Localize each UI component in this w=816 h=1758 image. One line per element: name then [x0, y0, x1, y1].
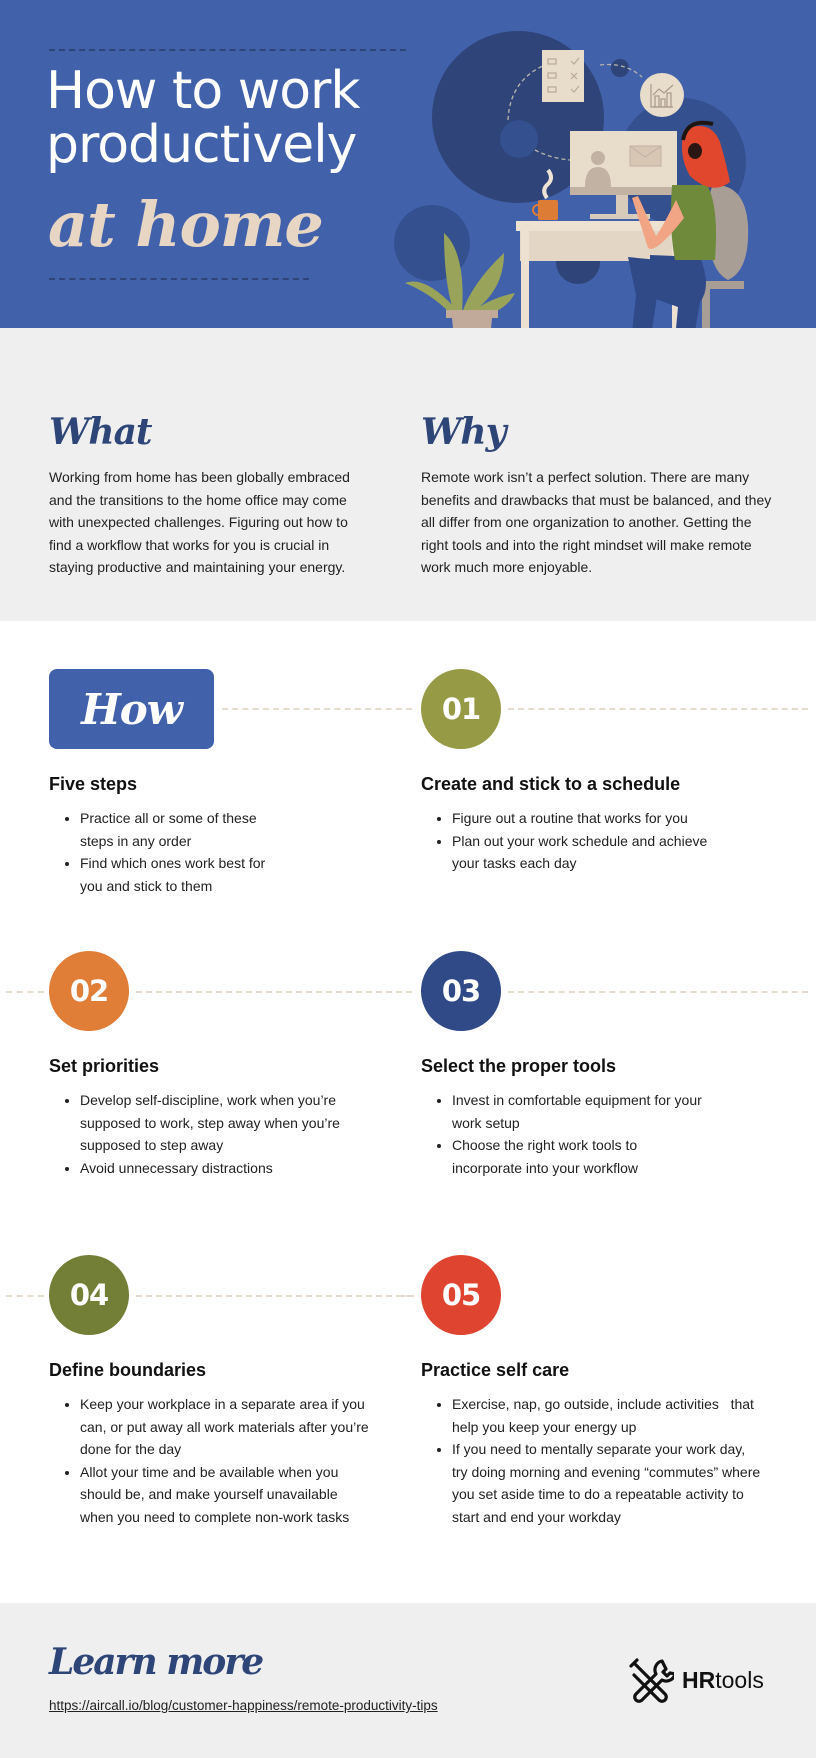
step-number-badge-02: 02 [49, 951, 129, 1031]
dashed-connector [6, 1295, 44, 1297]
title-line-2: productively [46, 115, 357, 175]
page-title [46, 61, 360, 175]
decorative-dashed-line [49, 278, 309, 280]
why-column [421, 412, 781, 579]
what-column [49, 412, 369, 579]
title-accent: at home [48, 188, 323, 261]
step-01 [421, 773, 761, 875]
bullet-item: • Exercise, nap, go outside, include activities that help you keep your energy up [452, 1393, 762, 1438]
bullet-item: • Figure out a routine that works for you [452, 807, 761, 830]
step-bullets [421, 1089, 761, 1179]
step-number-badge-01: 01 [421, 669, 501, 749]
step-number-badge-04: 04 [49, 1255, 129, 1335]
step-bullets [421, 1393, 761, 1528]
dashed-connector [222, 708, 412, 710]
step-bullets [49, 1393, 379, 1528]
bullet-item: • Keep your workplace in a separate area if you can, or put away all work materials after you’re done for the day [80, 1393, 370, 1461]
step-title: Create and stick to a schedule [421, 774, 681, 794]
bullet-item: • Invest in comfortable equipment for your work setup [452, 1089, 702, 1134]
what-heading: What [49, 411, 152, 453]
logo-text: HRtools [682, 1666, 764, 1693]
bullet-item: • Avoid unnecessary distractions [80, 1157, 369, 1180]
bullet-item: • Allot your time and be available when you should be, and make yourself unavailable when you need to complete non-work tasks [80, 1461, 370, 1529]
learn-more-heading: Learn more [49, 1641, 263, 1683]
steps-section [0, 621, 816, 1603]
dashed-connector [508, 708, 808, 710]
bullet-item: • Plan out your work schedule and achieve your tasks each day [452, 830, 722, 875]
how-label-box: How [49, 669, 214, 749]
wrench-screwdriver-icon [628, 1657, 674, 1703]
step-title: Set priorities [49, 1056, 160, 1076]
bullet-item: • If you need to mentally separate your work day, try doing morning and evening “commutes” where you set aside time to do a repeatable activity to start and end your workday [452, 1438, 762, 1528]
what-body: Working from home has been globally embraced and the transitions to the home office may come with unexpected challenges. Figuring out how to find a workflow that works for you is crucial in staying productive and maintaining your energy. [49, 469, 350, 575]
footer [0, 1603, 816, 1758]
step-title: Select the proper tools [421, 1056, 617, 1076]
step-04 [49, 1359, 379, 1528]
step-title: Practice self care [421, 1360, 570, 1380]
source-link[interactable]: https://aircall.io/blog/customer-happiness/remote-productivity-tips [49, 1698, 438, 1713]
step-number-badge-05: 05 [421, 1255, 501, 1335]
dashed-connector [400, 1295, 414, 1297]
step-number-badge-03: 03 [421, 951, 501, 1031]
why-heading: Why [421, 411, 506, 453]
dashed-connector [6, 991, 44, 993]
step-bullets [49, 1089, 369, 1179]
step-03 [421, 1055, 761, 1179]
bullet-item: • Develop self-discipline, work when you’re supposed to work, step away when you’re supposed to step away [80, 1089, 350, 1157]
how-heading: Five steps [49, 774, 138, 794]
step-02 [49, 1055, 369, 1179]
bullet-item: • Practice all or some of these steps in any order [80, 807, 290, 852]
bullet-item: • Choose the right work tools to incorporate into your workflow [452, 1134, 682, 1179]
intro-section [0, 328, 816, 621]
how-summary [49, 773, 349, 897]
title-line-1: How to work [46, 61, 360, 121]
how-bullets [49, 807, 349, 897]
step-title: Define boundaries [49, 1360, 207, 1380]
hero-banner [0, 0, 816, 328]
hrtools-logo [628, 1657, 764, 1703]
decorative-dashed-line [49, 49, 406, 51]
dashed-connector [136, 1295, 412, 1297]
step-bullets [421, 807, 761, 875]
step-05 [421, 1359, 761, 1528]
why-body: Remote work isn’t a perfect solution. There are many benefits and drawbacks that must be balanced, and they all differ from one organization to another. Getting the right tools and into the right mindset will make remote work much more enjoyable. [421, 469, 772, 575]
dashed-connector [508, 991, 808, 993]
dashed-connector [136, 991, 412, 993]
bullet-item: • Find which ones work best for you and stick to them [80, 852, 290, 897]
